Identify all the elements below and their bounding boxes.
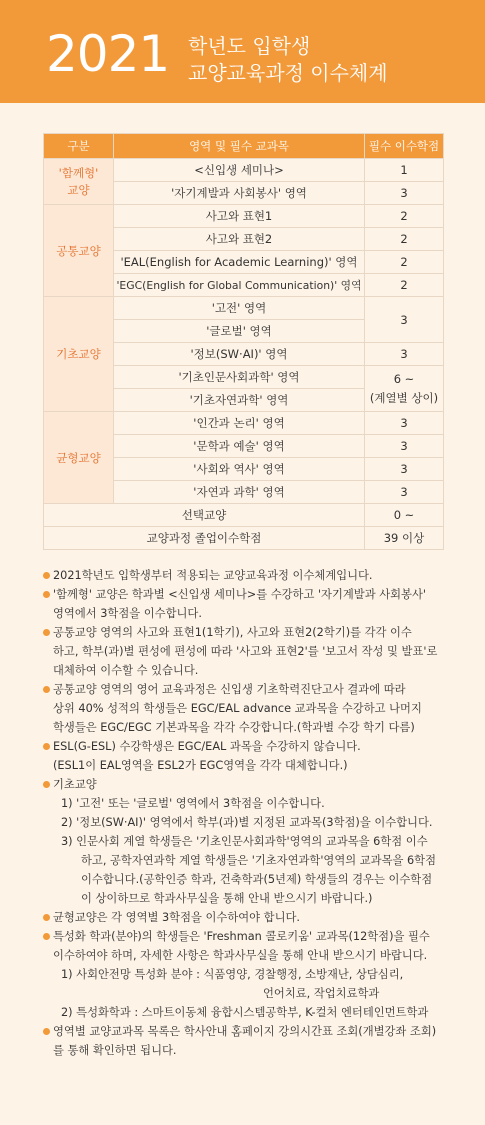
- note-continuation: 상위 40% 성적의 학생들은 EGC/EAL advance 교과목을 수강하고 나머지: [53, 702, 422, 715]
- area-cell: <신입생 세미나>: [114, 159, 365, 182]
- area-cell: '자기계발과 사회봉사' 영역: [114, 182, 365, 205]
- column-header-area: 영역 및 필수 교과목: [114, 134, 365, 159]
- note-subitem: 1) '고전' 또는 '글로벌' 영역에서 3학점을 이수합니다.: [61, 797, 325, 810]
- credit-cell: 1: [365, 159, 444, 182]
- note-subitem-continuation: 이수합니다.(공학인증 학과, 건축학과(5년제) 학생들의 경우는 이수학점: [81, 873, 433, 886]
- note-continuation: 대체하여 이수할 수 있습니다.: [53, 664, 199, 677]
- area-cell: '사회와 역사' 영역: [114, 458, 365, 481]
- note-subitem-continuation: 이 상이하므로 학과사무실을 통해 안내 받으시기 바랍니다.): [81, 892, 373, 905]
- header-title-line2: 교양교육과정 이수체계: [188, 61, 388, 85]
- header-year: 2021: [46, 25, 170, 83]
- credit-cell: 3: [365, 182, 444, 205]
- credit-cell: 0 ~: [365, 504, 444, 527]
- table-row: [44, 504, 444, 527]
- area-cell: '기초인문사회과학' 영역: [114, 366, 365, 389]
- note-item: 영역별 교양교과목 목록은 학사안내 홈페이지 강의시간표 조회(개별강좌 조회): [43, 1022, 453, 1041]
- note-subitem: 2) 특성화학과 : 스마트이동체 융합시스템공학부, K-컬처 엔터테인먼트학과: [61, 1006, 429, 1019]
- category-hamkke: [44, 159, 114, 205]
- column-header-credits: 필수 이수학점: [365, 134, 444, 159]
- note-continuation: 영역에서 3학점을 이수합니다.: [53, 607, 202, 620]
- credit-cell: [365, 366, 444, 412]
- table-row: [44, 412, 444, 435]
- area-cell: '인간과 논리' 영역: [114, 412, 365, 435]
- header-title-line1: 학년도 입학생: [188, 34, 311, 58]
- curriculum-table: [43, 133, 444, 550]
- note-item: 기초교양: [43, 775, 453, 794]
- note-subitem: 1) 사회안전망 특성화 분야 : 식품영양, 경찰행정, 소방재난, 상담심리,: [61, 968, 404, 981]
- area-cell: 'EAL(English for Academic Learning)' 영역: [114, 251, 365, 274]
- column-header-category: 구분: [44, 134, 114, 159]
- area-cell: '정보(SW·AI)' 영역: [114, 343, 365, 366]
- credit-cell: 3: [365, 435, 444, 458]
- credit-cell: 2: [365, 251, 444, 274]
- note-subitem-continuation: 언어치료, 작업치료학과: [263, 987, 380, 1000]
- note-continuation: 를 통해 확인하면 됩니다.: [53, 1044, 177, 1057]
- table-header-row: [44, 134, 444, 159]
- note-continuation: (ESL1이 EAL영역을 ESL2가 EGC영역을 각각 대체합니다.): [53, 759, 348, 772]
- note-item: 특성화 학과(분야)의 학생들은 'Freshman 콜로키움' 교과목(12학점)을 필수: [43, 927, 453, 946]
- area-cell: 사고와 표현2: [114, 228, 365, 251]
- category-gicho: 기초교양: [44, 297, 114, 412]
- credit-cell: 3: [365, 412, 444, 435]
- area-cell: '글로벌' 영역: [114, 320, 365, 343]
- note-subitem: 2) '정보(SW·AI)' 영역에서 학부(과)별 지정된 교과목(3학점)을 이수합니다.: [61, 816, 433, 829]
- note-item: 공통교양 영역의 사고와 표현1(1학기), 사고와 표현2(2학기)를 각각 이수: [43, 623, 453, 642]
- area-cell: '자연과 과학' 영역: [114, 481, 365, 504]
- area-cell: '기초자연과학' 영역: [114, 389, 365, 412]
- area-cell: '고전' 영역: [114, 297, 365, 320]
- note-subitem: 3) 인문사회 계열 학생들은 '기초인문사회과학'영역의 교과목을 6학점 이수: [61, 835, 428, 848]
- category-gongtong: 공통교양: [44, 205, 114, 297]
- graduation-cell: 교양과정 졸업이수학점: [44, 527, 365, 550]
- credit-cell: 3: [365, 458, 444, 481]
- credit-cell: 3: [365, 481, 444, 504]
- note-item: 공통교양 영역의 영어 교육과정은 신입생 기초학력진단고사 결과에 따라: [43, 680, 453, 699]
- note-item: ESL(G-ESL) 수강학생은 EGC/EAL 과목을 수강하지 않습니다.: [43, 737, 453, 756]
- table-row: [44, 297, 444, 320]
- note-subitem-continuation: 하고, 공학자연과학 계열 학생들은 '기초자연과학'영역의 교과목을 6학점: [81, 854, 437, 867]
- header-banner: [0, 0, 485, 103]
- note-continuation: 학생들은 EGC/EGC 기본과목을 각각 수강합니다.(학과별 수강 학기 다름): [53, 721, 415, 734]
- table-row: [44, 159, 444, 182]
- credit-cell: 3: [365, 297, 444, 343]
- category-gyunhyung: 균형교양: [44, 412, 114, 504]
- credit-cell: 2: [365, 274, 444, 297]
- elective-cell: 선택교양: [44, 504, 365, 527]
- area-cell: 사고와 표현1: [114, 205, 365, 228]
- note-continuation: 하고, 학부(과)별 편성에 편성에 따라 '사고와 표현2'를 '보고서 작성 및 발표'로: [53, 645, 438, 658]
- area-cell: '문학과 예술' 영역: [114, 435, 365, 458]
- table-row: [44, 205, 444, 228]
- credit-cell: 2: [365, 228, 444, 251]
- note-item: '함께형' 교양은 학과별 <신입생 세미나>를 수강하고 '자기계발과 사회봉사': [43, 585, 453, 604]
- category-label: '함께형' 교양: [58, 165, 99, 197]
- credit-cell: 3: [365, 343, 444, 366]
- note-item: 2021학년도 입학생부터 적용되는 교양교육과정 이수체계입니다.: [43, 566, 453, 585]
- area-cell: 'EGC(English for Global Communication)' 영역: [114, 274, 365, 297]
- notes-list: [43, 566, 453, 1060]
- credit-line: (계열별 상이): [369, 390, 439, 405]
- note-item: 균형교양은 각 영역별 3학점을 이수하여야 합니다.: [43, 908, 453, 927]
- table-row: [44, 527, 444, 550]
- credit-cell: 2: [365, 205, 444, 228]
- credit-line: 6 ~: [393, 371, 415, 386]
- credit-cell: 39 이상: [365, 527, 444, 550]
- note-continuation: 이수하여야 하며, 자세한 사항은 학과사무실을 통해 안내 받으시기 바랍니다.: [53, 949, 428, 962]
